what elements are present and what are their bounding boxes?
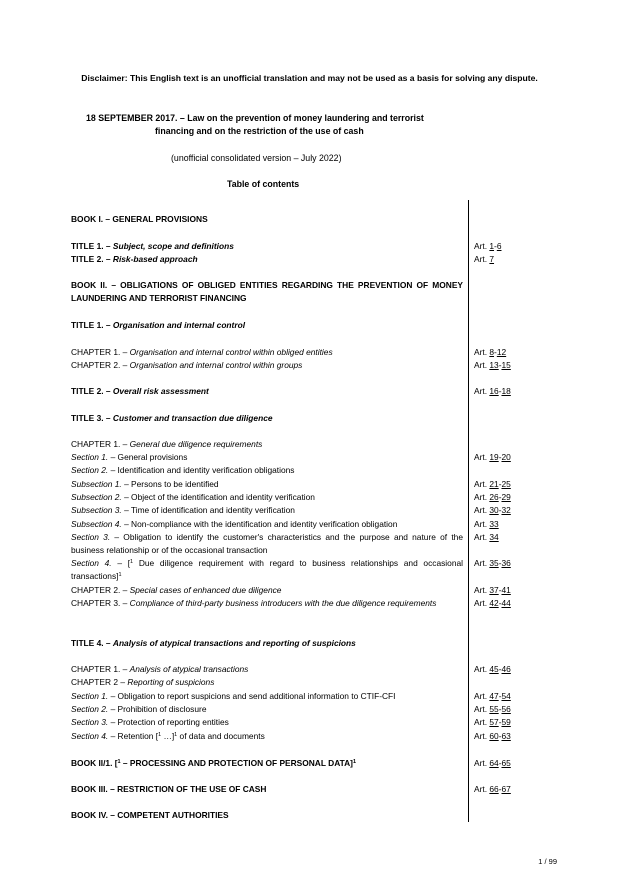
- article-ref: Art. 64-65: [474, 758, 511, 768]
- article-link[interactable]: 19: [489, 452, 499, 462]
- article-link[interactable]: 55: [489, 704, 499, 714]
- toc-t4-section-1: Section 1. – Obligation to report suspicions and send additional information to CTIF-CFI: [71, 691, 396, 701]
- article-ref: Art. 35-36: [474, 558, 511, 568]
- article-link[interactable]: 21: [489, 479, 499, 489]
- article-link[interactable]: 59: [501, 717, 511, 727]
- toc-section-3: Section 3. – Obligation to identify the customer's characteristics and the purpose and nature of the business relationship or of the occasional transaction: [71, 532, 464, 555]
- article-link[interactable]: 34: [489, 532, 499, 542]
- article-link[interactable]: 64: [489, 758, 499, 768]
- toc-t3-chapter-3: CHAPTER 3. – Compliance of third-party business introducers with the due diligence requirements: [71, 598, 437, 608]
- article-link[interactable]: 16: [489, 386, 499, 396]
- article-ref: Art. 16-18: [474, 386, 511, 396]
- article-ref: Art. 33: [474, 519, 499, 529]
- toc-subsection-4: Subsection 4. – Non-compliance with the identification and identity verification obligation: [71, 519, 398, 529]
- toc-book1-title1: TITLE 1. – Subject, scope and definitions: [71, 241, 234, 251]
- article-link[interactable]: 15: [501, 360, 511, 370]
- toc-book2-title3: TITLE 3. – Customer and transaction due diligence: [71, 413, 273, 423]
- toc-t4-section-2: Section 2. – Prohibition of disclosure: [71, 704, 207, 714]
- article-link[interactable]: 1: [489, 241, 495, 251]
- article-link[interactable]: 8: [489, 347, 495, 357]
- toc-t4-section-4: Section 4. – Retention [$^1$ …]$^1$ of data and documents: [71, 731, 265, 741]
- toc-book-1: BOOK I. – GENERAL PROVISIONS: [71, 214, 208, 224]
- toc-chapter-1: CHAPTER 1. – Organisation and internal control within obliged entities: [71, 347, 333, 357]
- article-link[interactable]: 29: [501, 492, 511, 502]
- toc-t4-chapter-1: CHAPTER 1. – Analysis of atypical transactions: [71, 664, 249, 674]
- article-ref: Art. 30-32: [474, 505, 511, 515]
- article-link[interactable]: 47: [489, 691, 499, 701]
- article-link[interactable]: 44: [501, 598, 511, 608]
- article-link[interactable]: 18: [501, 386, 511, 396]
- article-ref: Art. 66-67: [474, 784, 511, 794]
- toc-book-2: BOOK II. – OBLIGATIONS OF OBLIGED ENTITIES REGARDING THE PREVENTION OF MONEY LAUNDERING AND TERRORIST FINANCING: [71, 280, 463, 303]
- article-ref: Art. 37-41: [474, 585, 511, 595]
- article-link[interactable]: 7: [489, 254, 495, 264]
- article-ref: Art. 19-20: [474, 452, 511, 462]
- article-link[interactable]: 37: [489, 585, 499, 595]
- article-link[interactable]: 65: [501, 758, 511, 768]
- article-link[interactable]: 12: [496, 347, 507, 357]
- article-ref: Art. 60-63: [474, 731, 511, 741]
- article-link[interactable]: 63: [501, 731, 511, 741]
- version-note: (unofficial consolidated version – July 2022): [171, 153, 342, 163]
- toc-book-2-1: BOOK II/1. [$^1$ – PROCESSING AND PROTECTION OF PERSONAL DATA]$^1$: [71, 758, 357, 768]
- page-number: 1 / 99: [538, 857, 557, 866]
- toc-book-3: BOOK III. – RESTRICTION OF THE USE OF CASH: [71, 784, 267, 794]
- toc-t3-chapter-1: CHAPTER 1. – General due diligence requirements: [71, 439, 263, 449]
- article-link[interactable]: 60: [489, 731, 499, 741]
- toc-section-1: Section 1. – General provisions: [71, 452, 188, 462]
- article-link[interactable]: 25: [501, 479, 511, 489]
- toc-book2-title2: TITLE 2. – Overall risk assessment: [71, 386, 209, 396]
- article-link[interactable]: 36: [501, 558, 511, 568]
- article-ref: Art. 21-25: [474, 479, 511, 489]
- article-link[interactable]: 56: [501, 704, 511, 714]
- article-ref: Art. 26-29: [474, 492, 511, 502]
- article-ref: Art. 57-59: [474, 717, 511, 727]
- toc-section-4: Section 4. – [$^1$ Due diligence requirement with regard to business relationships and occasional transactions]$^1$: [71, 558, 464, 581]
- article-ref: Art. 8-12: [474, 347, 507, 357]
- article-link[interactable]: 41: [501, 585, 511, 595]
- toc-t4-chapter-2: CHAPTER 2 – Reporting of suspicions: [71, 677, 215, 687]
- toc-subsection-1: Subsection 1. – Persons to be identified: [71, 479, 219, 489]
- toc-book2-title1: TITLE 1. – Organisation and internal control: [71, 320, 246, 330]
- article-link[interactable]: 30: [489, 505, 499, 515]
- toc-title: Table of contents: [227, 179, 300, 189]
- toc-t4-section-3: Section 3. – Protection of reporting entities: [71, 717, 229, 727]
- article-ref: Art. 45-46: [474, 664, 511, 674]
- article-ref: Art. 34: [474, 532, 499, 542]
- article-link[interactable]: 46: [501, 664, 511, 674]
- toc-column-divider: [468, 200, 469, 822]
- toc-t3-chapter-2: CHAPTER 2. – Special cases of enhanced due diligence: [71, 585, 282, 595]
- article-link[interactable]: 67: [501, 784, 511, 794]
- toc-section-2: Section 2. – Identification and identity verification obligations: [71, 465, 295, 475]
- article-ref: Art. 1-6: [474, 241, 502, 251]
- article-link[interactable]: 13: [489, 360, 499, 370]
- toc-subsection-2: Subsection 2. – Object of the identification and identity verification: [71, 492, 315, 502]
- article-ref: Art. 42-44: [474, 598, 511, 608]
- article-link[interactable]: 54: [501, 691, 511, 701]
- article-link[interactable]: 42: [489, 598, 499, 608]
- article-ref: Art. 47-54: [474, 691, 511, 701]
- article-link[interactable]: 57: [489, 717, 499, 727]
- article-ref: Art. 55-56: [474, 704, 511, 714]
- article-link[interactable]: 33: [489, 519, 499, 529]
- article-link[interactable]: 45: [489, 664, 499, 674]
- article-ref: Art. 7: [474, 254, 495, 264]
- article-link[interactable]: 20: [501, 452, 511, 462]
- article-link[interactable]: 35: [489, 558, 499, 568]
- toc-book1-title2: TITLE 2. – Risk-based approach: [71, 254, 198, 264]
- article-ref: Art. 13-15: [474, 360, 511, 370]
- law-title-line-2: financing and on the restriction of the use of cash: [155, 126, 364, 136]
- article-link[interactable]: 26: [489, 492, 499, 502]
- article-link[interactable]: 32: [501, 505, 511, 515]
- article-link[interactable]: 6: [496, 241, 502, 251]
- toc-book2-title4: TITLE 4. – Analysis of atypical transactions and reporting of suspicions: [71, 638, 356, 648]
- toc-book-4: BOOK IV. – COMPETENT AUTHORITIES: [71, 810, 229, 820]
- law-title-line-1: 18 SEPTEMBER 2017. – Law on the prevention of money laundering and terrorist: [86, 113, 424, 123]
- disclaimer: Disclaimer: This English text is an unofficial translation and may not be used as a basis for solving any dispute.: [81, 73, 538, 83]
- toc-chapter-2: CHAPTER 2. – Organisation and internal control within groups: [71, 360, 303, 370]
- toc-subsection-3: Subsection 3. – Time of identification and identity verification: [71, 505, 295, 515]
- article-link[interactable]: 66: [489, 784, 499, 794]
